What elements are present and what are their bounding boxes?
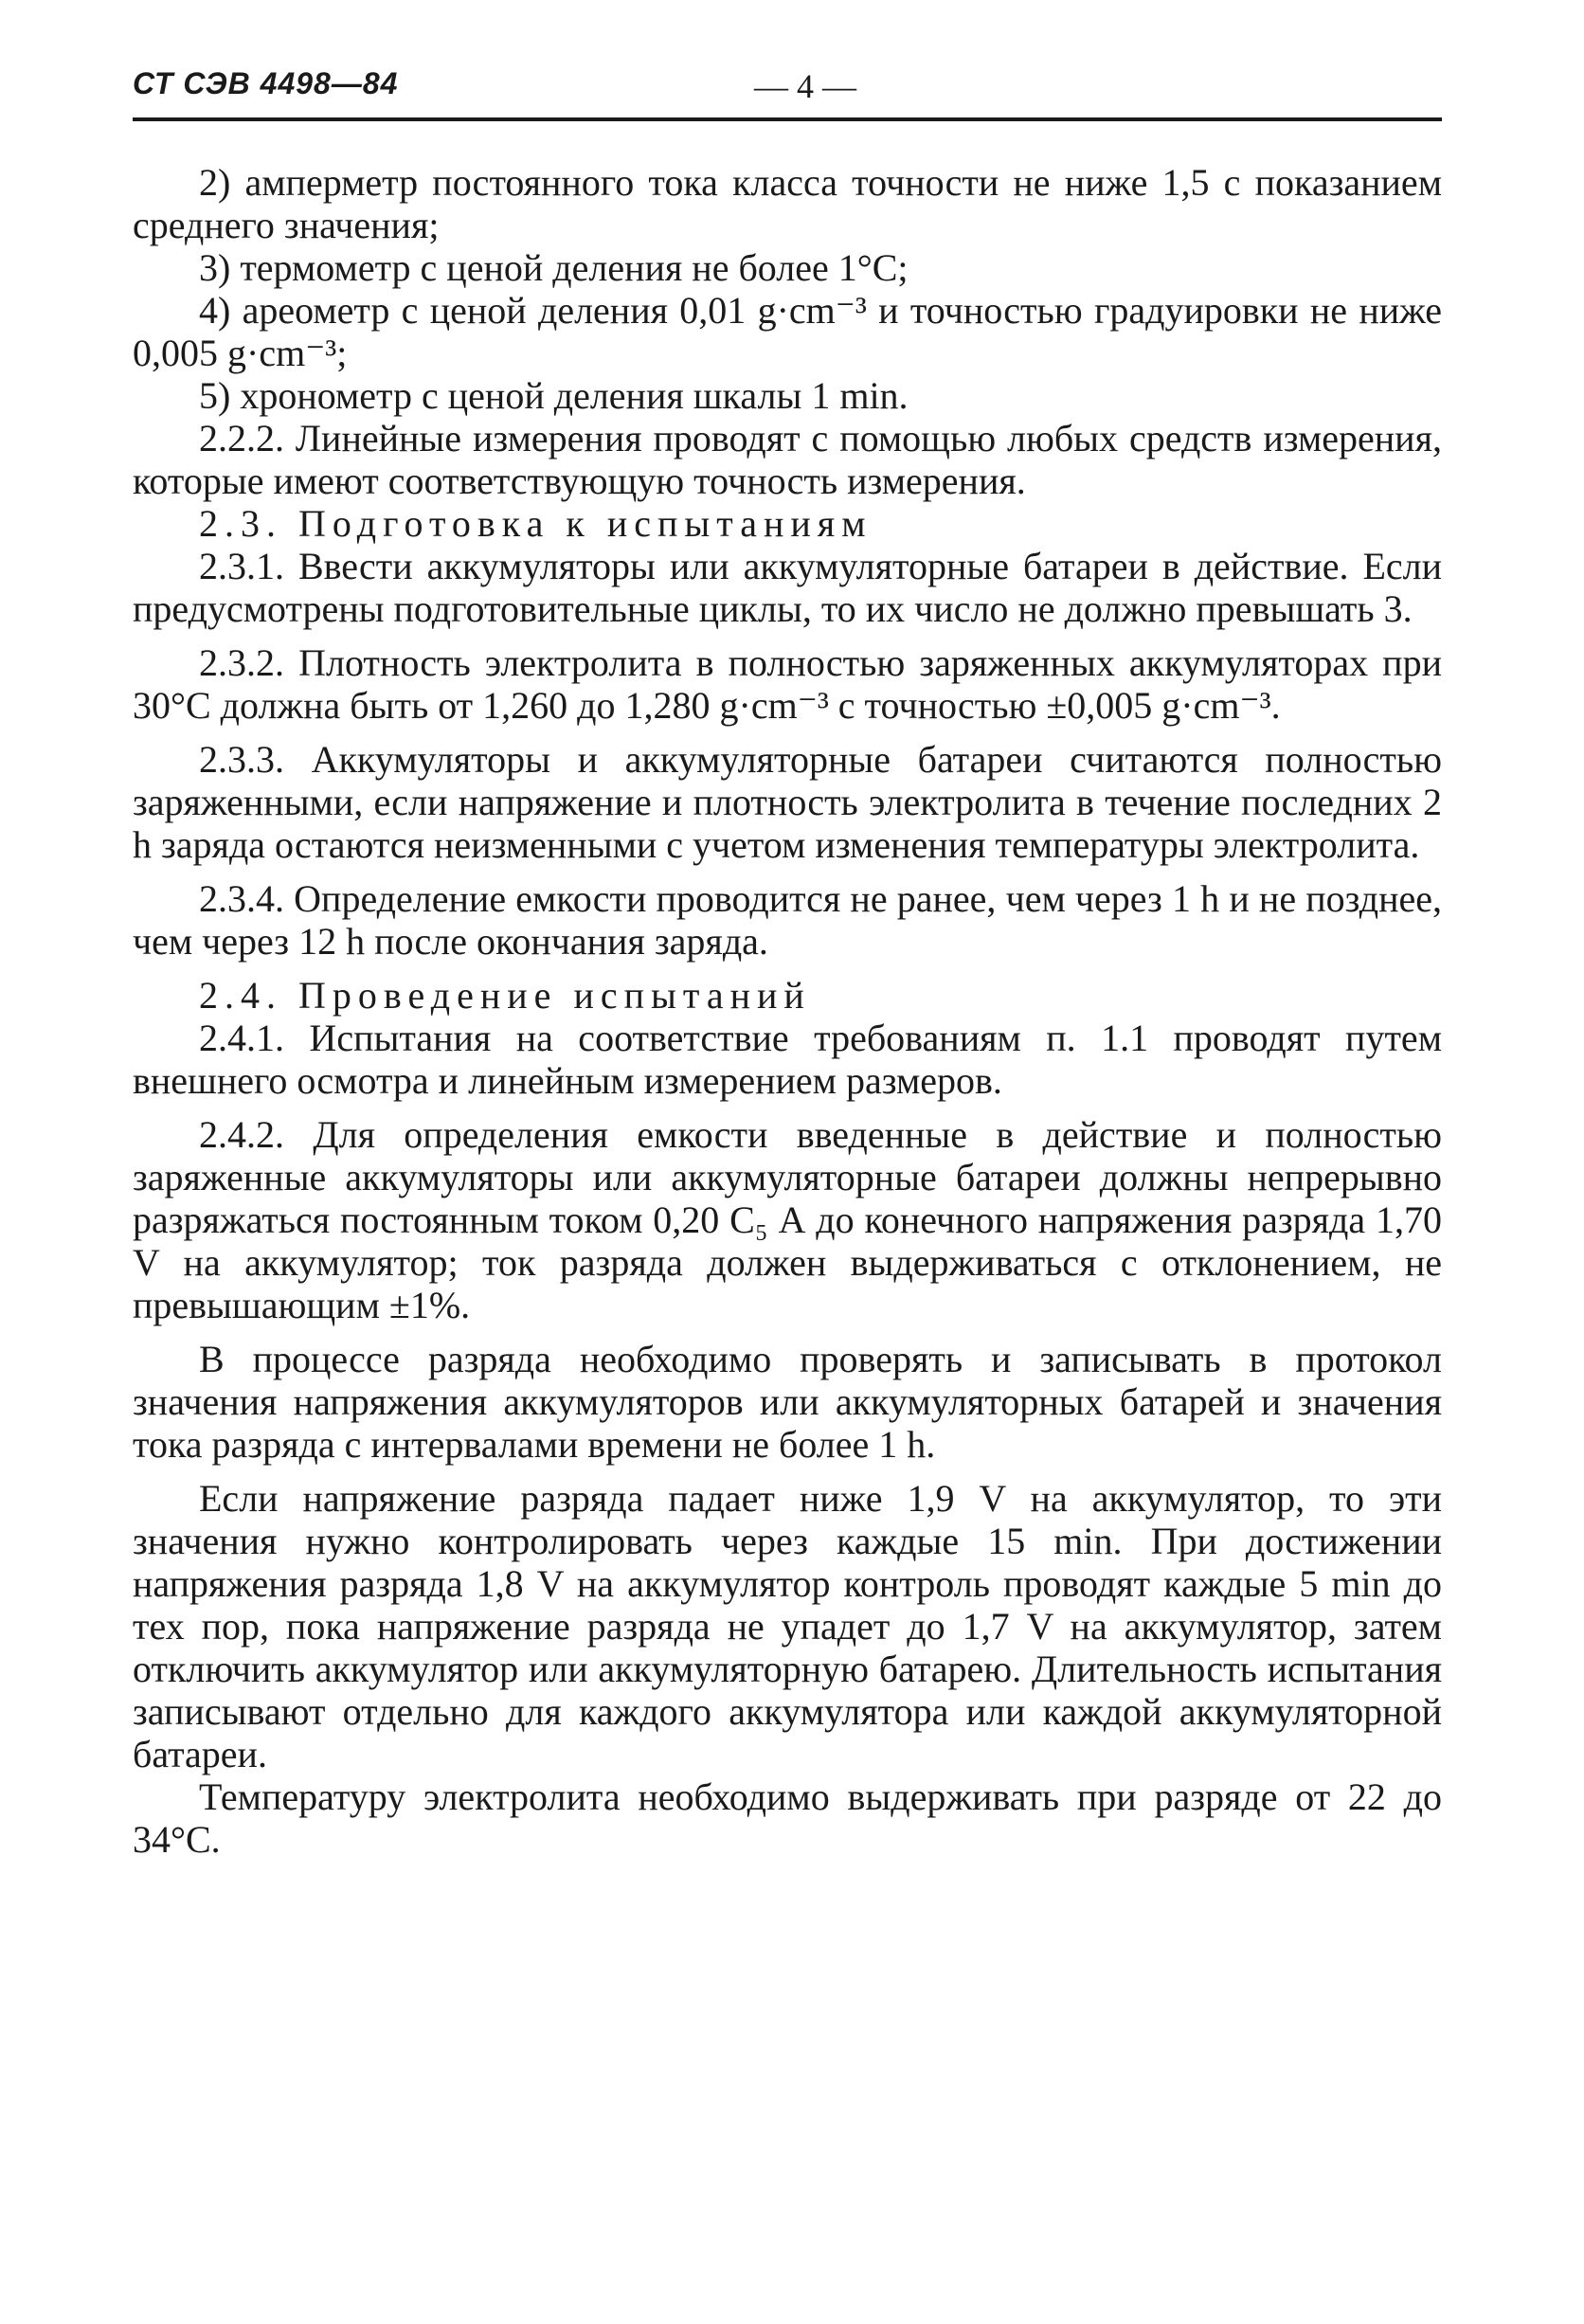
paragraph: 5) хронометр с ценой деления шкалы 1 min. bbox=[199, 374, 909, 417]
paragraph: 2.4.1. Испытания на соответствие требованиям п. 1.1 проводят путем внешнего осмотра и линейным измерением размеров. bbox=[133, 1017, 1442, 1102]
paragraph: 2.4.2. Для определения емкости введенные в действие и полностью заряженные аккумуляторы или аккумуляторные батареи должны непрерывно разряжаться постоянным током 0,20 C₅ А до конечного напряжения разряда 1,70 V на аккумулятор; ток разряда должен выдерживаться с отклонением, не превышающим ±1%. bbox=[133, 1113, 1442, 1326]
section-heading: 2.4. Проведение испытаний bbox=[199, 974, 811, 1017]
paragraph: 2.3.4. Определение емкости проводится не ранее, чем через 1 h и не позднее, чем через 12 h после окончания заряда. bbox=[133, 877, 1442, 963]
document-body bbox=[133, 161, 1442, 1861]
page-header bbox=[133, 66, 1440, 123]
paragraph: Температуру электролита необходимо выдерживать при разряде от 22 до 34°С. bbox=[133, 1775, 1442, 1861]
page-number: — 4 — bbox=[754, 67, 856, 105]
paragraph: 2.2.2. Линейные измерения проводят с помощью любых средств измерения, которые имеют соответствующую точность измерения. bbox=[133, 417, 1442, 502]
paragraph: 3) термометр с ценой деления не более 1°С; bbox=[199, 246, 909, 289]
document-code: СТ СЭВ 4498—84 bbox=[133, 66, 399, 100]
paragraph: Если напряжение разряда падает ниже 1,9 V на аккумулятор, то эти значения нужно контролировать через каждые 15 min. При достижении напряжения разряда 1,8 V на аккумулятор контроль проводят каждые 5 min до тех пор, пока напряжение разряда не упадет до 1,7 V на аккумулятор, затем отключить аккумулятор или аккумуляторную батарею. Длительность испытания записывают отдельно для каждого аккумулятора или каждой аккумуляторной батареи. bbox=[133, 1477, 1442, 1775]
paragraph: 4) ареометр с ценой деления 0,01 g·cm⁻³ и точностью градуировки не ниже 0,005 g·cm⁻³; bbox=[133, 289, 1442, 374]
paragraph: 2.3.3. Аккумуляторы и аккумуляторные батареи считаются полностью заряженными, если напряжение и плотность электролита в течение последних 2 h заряда остаются неизменными с учетом изменения температуры электролита. bbox=[133, 738, 1442, 866]
paragraph: В процессе разряда необходимо проверять и записывать в протокол значения напряжения аккумуляторов или аккумуляторных батарей и значения тока разряда с интервалами времени не более 1 h. bbox=[133, 1338, 1442, 1466]
paragraph: 2) амперметр постоянного тока класса точности не ниже 1,5 с показанием среднего значения; bbox=[133, 161, 1442, 246]
paragraph: 2.3.2. Плотность электролита в полностью заряженных аккумуляторах при 30°С должна быть от 1,260 до 1,280 g·cm⁻³ с точностью ±0,005 g·cm⁻³. bbox=[133, 641, 1442, 727]
paragraph: 2.3.1. Ввести аккумуляторы или аккумуляторные батареи в действие. Если предусмотрены подготовительные циклы, то их число не должно превышать 3. bbox=[133, 545, 1442, 630]
header-rule bbox=[133, 117, 1442, 121]
section-heading: 2.3. Подготовка к испытаниям bbox=[199, 502, 873, 545]
